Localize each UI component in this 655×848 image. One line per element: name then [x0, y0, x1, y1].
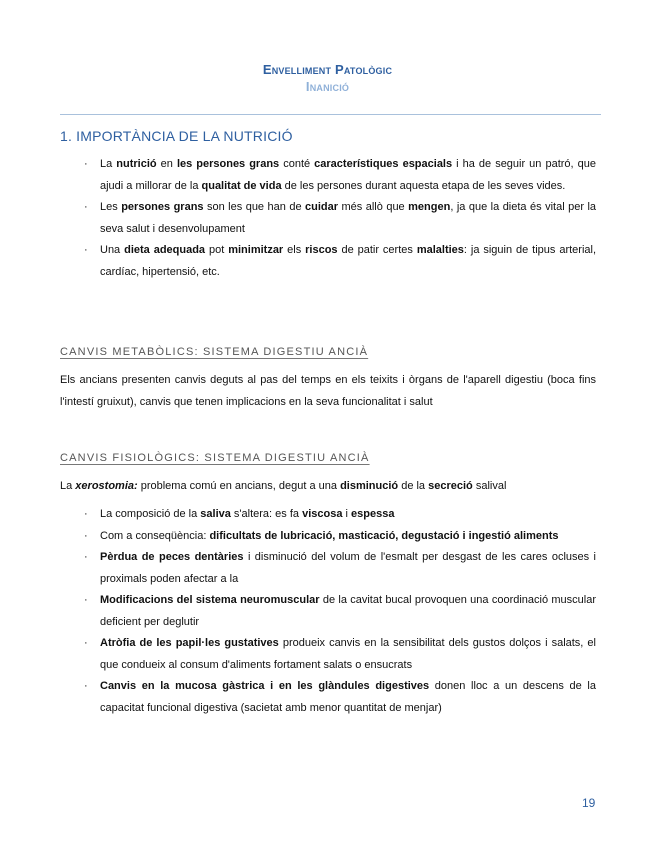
text-run: en	[156, 158, 177, 170]
bold-text: Pèrdua de peces dentàries	[100, 551, 244, 563]
text-run: Les	[100, 201, 122, 213]
text-run: conté	[279, 158, 315, 170]
text-run: i ha de seguir un patró, que ajudi a millorar de la	[100, 158, 596, 192]
text-run: son les que han de	[203, 201, 306, 213]
bold-text: xerostomia:	[75, 480, 138, 492]
text-run: : ja siguin de tipus arterial, cardíac, hipertensió, etc.	[100, 244, 597, 278]
list-item	[84, 633, 596, 676]
list-item	[84, 197, 596, 240]
bold-text: dieta adequada	[124, 244, 206, 256]
bullet-icon: ·	[84, 201, 88, 213]
bold-text: disminució	[340, 480, 399, 492]
text-run: de la	[398, 480, 429, 492]
bold-text: nutrició	[116, 158, 157, 170]
text-run: de les persones durant aquesta etapa de les seves vides.	[281, 179, 566, 192]
bold-text: persones grans	[121, 201, 204, 213]
bold-text: espessa	[351, 508, 395, 520]
section-heading-nutrition: 1. IMPORTÀNCIA DE LA NUTRICIÓ	[60, 128, 293, 144]
text-run: Una	[100, 244, 125, 256]
text-run: La	[100, 158, 117, 170]
text-run: donen lloc a un descens de la capacitat funcional digestiva (sacietat amb menor quantitat de menjar)	[100, 680, 596, 714]
bold-text: Atròfia de les papil·les gustatives	[100, 637, 279, 649]
text-run: Com a conseqüència:	[100, 529, 210, 542]
bold-text: secreció	[428, 480, 473, 492]
text-run: s'altera: es fa	[230, 508, 303, 520]
physiological-bullet-list	[84, 504, 596, 719]
bold-text: Modificacions del sistema neuromuscular	[100, 594, 320, 606]
text-run: salival	[472, 480, 507, 492]
bullet-icon: ·	[84, 508, 88, 520]
text-run: els	[283, 244, 306, 256]
text-run: , ja que la dieta és vital per la seva salut i desenvolupament	[100, 201, 597, 235]
bullet-icon: ·	[84, 158, 88, 170]
bold-text: mengen	[408, 201, 451, 213]
bold-text: malalties	[416, 244, 464, 256]
bold-text: saliva	[200, 508, 231, 520]
text-run: La	[60, 480, 76, 492]
text-run: i disminució del volum de l'esmalt per desgast de les cares ocluses i proximals poden afectar a la	[100, 551, 597, 585]
list-item	[84, 590, 596, 633]
bold-text: viscosa	[302, 508, 343, 520]
text-run: problema comú en ancians, degut a una	[137, 480, 341, 492]
bold-text: característiques espacials	[314, 158, 453, 170]
text-run: més allò que	[338, 201, 409, 213]
text-run: i	[342, 508, 352, 520]
page-number: 19	[582, 796, 596, 810]
bold-text: Canvis en la mucosa gàstrica i en les glàndules digestives	[100, 680, 430, 692]
subheading-physiological-changes: CANVIS FISIOLÒGICS: SISTEMA DIGESTIU ANCIÀ	[60, 452, 370, 464]
list-item	[84, 547, 596, 590]
bold-text: riscos	[305, 244, 338, 256]
list-item	[84, 240, 596, 283]
document-title: Envelliment Patològic	[262, 62, 393, 77]
bold-text: cuidar	[305, 201, 339, 213]
text-run: La composició de la	[100, 508, 201, 520]
bullet-icon: ·	[84, 680, 88, 692]
nutrition-bullet-list	[84, 154, 596, 283]
bold-text: dificultats de lubricació, masticació, degustació i ingestió aliments	[209, 529, 559, 542]
metabolic-changes-paragraph: Els ancians presenten canvis deguts al pas del temps en els teixits i òrgans de l'aparell digestiu (boca fins l'intestí gruixut), canvis que tenen implicacions en la seva funcionalitat i salut	[60, 374, 596, 408]
text-run: de la cavitat bucal provoquen una coordinació muscular deficient per deglutir	[100, 594, 597, 628]
text-run: pot	[205, 244, 229, 256]
text-run: de patir certes	[337, 244, 417, 256]
bullet-icon: ·	[84, 637, 88, 649]
list-item	[84, 526, 596, 548]
bullet-icon: ·	[84, 244, 88, 256]
bold-text: les persones grans	[176, 158, 280, 170]
list-item	[84, 676, 596, 719]
text-run: produeix canvis en la sensibilitat dels gustos dolços i salats, el que condueix al consum d'aliments fortament salats o ensucrats	[100, 637, 596, 671]
subheading-metabolic-changes: CANVIS METABÒLICS: SISTEMA DIGESTIU ANCIÀ	[60, 346, 369, 358]
xerostomia-intro-paragraph	[60, 476, 596, 498]
bold-text: qualitat de vida	[201, 179, 282, 192]
bullet-icon: ·	[84, 529, 88, 542]
bold-text: minimitzar	[228, 244, 284, 256]
list-item	[84, 154, 596, 197]
list-item	[84, 504, 596, 526]
document-subtitle: Inanició	[305, 79, 350, 94]
header-divider	[60, 114, 601, 115]
bullet-icon: ·	[84, 551, 88, 563]
bullet-icon: ·	[84, 594, 88, 606]
